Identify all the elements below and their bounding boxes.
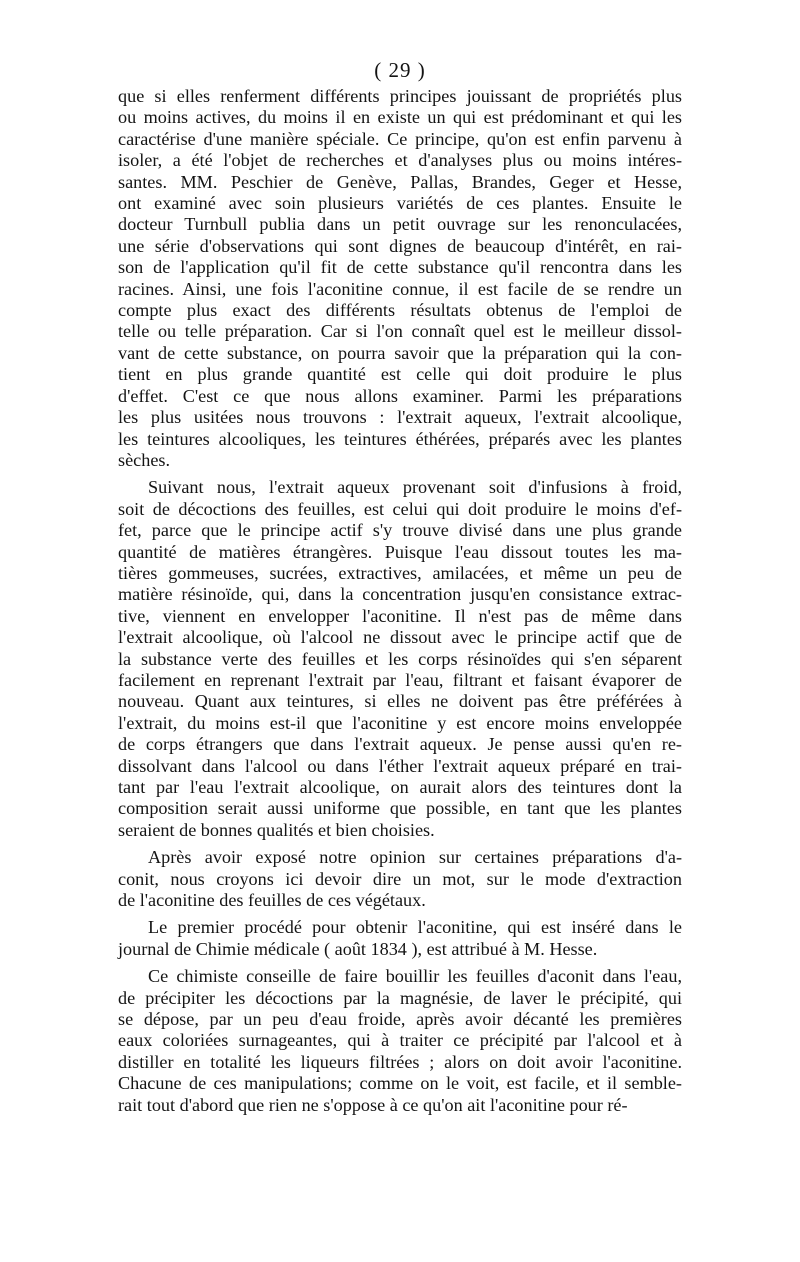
text-line: vant de cette substance, on pourra savoir que la préparation qui la con- [118, 342, 682, 363]
text-line: fet, parce que le principe actif s'y trouve divisé dans une plus grande [118, 520, 682, 541]
text-line: telle ou telle préparation. Car si l'on connaît quel est le meilleur dissol- [118, 321, 682, 342]
text-line: santes. MM. Peschier de Genève, Pallas, Brandes, Geger et Hesse, [118, 171, 682, 192]
text-line: ont examiné avec soin plusieurs variétés de ces plantes. Ensuite le [118, 193, 682, 214]
text-line: Ce chimiste conseille de faire bouillir les feuilles d'aconit dans l'eau, [148, 966, 682, 987]
text-line: racines. Ainsi, une fois l'aconitine connue, il est facile de se rendre un [118, 278, 682, 299]
text-line: l'extrait, du moins est-il que l'aconitine y est encore moins enveloppée [118, 712, 682, 733]
text-line: dissolvant dans l'alcool ou dans l'éther l'extrait aqueux préparé en trai- [118, 755, 682, 776]
text-line: de l'aconitine des feuilles de ces végétaux. [118, 890, 426, 911]
text-line: quantité de matières étrangères. Puisque l'eau dissout toutes les ma- [118, 541, 682, 562]
paragraph [118, 917, 682, 960]
paragraph [118, 966, 682, 1116]
text-line: rait tout d'abord que rien ne s'oppose à ce qu'on ait l'aconitine pour ré- [118, 1094, 628, 1115]
text-line: compte plus exact des différents résultats obtenus de l'emploi de [118, 300, 682, 321]
text-line: de précipiter les décoctions par la magnésie, de laver le précipité, qui [118, 987, 682, 1008]
text-line: une série d'observations qui sont dignes de beaucoup d'intérêt, en rai- [118, 235, 682, 256]
document-page [118, 58, 682, 1122]
text-line: les teintures alcooliques, les teintures éthérées, préparés avec les plantes [118, 428, 682, 449]
text-line: Le premier procédé pour obtenir l'aconitine, qui est inséré dans le [148, 917, 682, 938]
text-line: composition serait aussi uniforme que possible, en tant que les plantes [118, 798, 682, 819]
page-number: ( 29 ) [374, 58, 426, 82]
text-line: facilement en reprenant l'extrait par l'eau, filtrant et faisant évaporer de [118, 669, 682, 690]
text-line: Suivant nous, l'extrait aqueux provenant soit d'infusions à froid, [148, 477, 682, 498]
text-line: tive, viennent en envelopper l'aconitine. Il n'est pas de même dans [118, 605, 682, 626]
text-line: l'extrait alcoolique, où l'alcool ne dissout avec le principe actif que de [118, 627, 682, 648]
text-line: la substance verte des feuilles et les corps résinoïdes qui s'en séparent [118, 648, 682, 669]
text-line: conit, nous croyons ici devoir dire un mot, sur le mode d'extraction [118, 868, 682, 889]
text-line: les plus usitées nous trouvons : l'extrait aqueux, l'extrait alcoolique, [118, 407, 682, 428]
text-line: nouveau. Quant aux teintures, si elles ne doivent pas être préférées à [118, 691, 682, 712]
text-line: seraient de bonnes qualités et bien choisies. [118, 819, 435, 840]
text-line: d'effet. C'est ce que nous allons examiner. Parmi les préparations [118, 385, 682, 406]
body-text [118, 86, 682, 1116]
text-line: Chacune de ces manipulations; comme on le voit, est facile, et il semble- [118, 1073, 682, 1094]
text-line: matière résinoïde, qui, dans la concentration jusqu'en consistance extrac- [118, 584, 682, 605]
text-line: soit de décoctions des feuilles, est celui qui doit produire le moins d'ef- [118, 498, 682, 519]
text-line: se dépose, par un peu d'eau froide, après avoir décanté les premières [118, 1009, 682, 1030]
text-line: son de l'application qu'il fit de cette substance qu'il rencontra dans les [118, 257, 682, 278]
text-line: caractérise d'une manière spéciale. Ce principe, qu'on est enfin parvenu à [118, 128, 682, 149]
text-line: tières gommeuses, sucrées, extractives, amilacées, et même un peu de [118, 562, 682, 583]
text-line: tant par l'eau l'extrait alcoolique, on aurait alors des teintures dont la [118, 777, 682, 797]
text-line: que si elles renferment différents principes jouissant de propriétés plus [118, 86, 682, 106]
text-line: docteur Turnbull publia dans un petit ouvrage sur les renonculacées, [118, 214, 682, 235]
text-line: Après avoir exposé notre opinion sur certaines préparations d'a- [148, 847, 682, 868]
text-line: isoler, a été l'objet de recherches et d'analyses plus ou moins intéres- [118, 150, 682, 171]
paragraph [118, 477, 682, 841]
text-line: eaux coloriées surnageantes, qui à traiter ce précipité par l'alcool et à [118, 1030, 682, 1051]
text-line: sèches. [118, 449, 171, 470]
text-line: tient en plus grande quantité est celle qui doit produire le plus [118, 364, 682, 385]
text-line: journal de Chimie médicale ( août 1834 ), est attribué à M. Hesse. [118, 938, 598, 959]
paragraph [118, 86, 682, 471]
text-line: distiller en totalité les liqueurs filtrées ; alors on doit avoir l'aconitine. [118, 1051, 682, 1072]
text-line: de corps étrangers que dans l'extrait aqueux. Je pense aussi qu'en re- [118, 734, 682, 755]
paragraph [118, 847, 682, 911]
text-line: ou moins actives, du moins il en existe un qui est prédominant et qui les [118, 107, 682, 128]
